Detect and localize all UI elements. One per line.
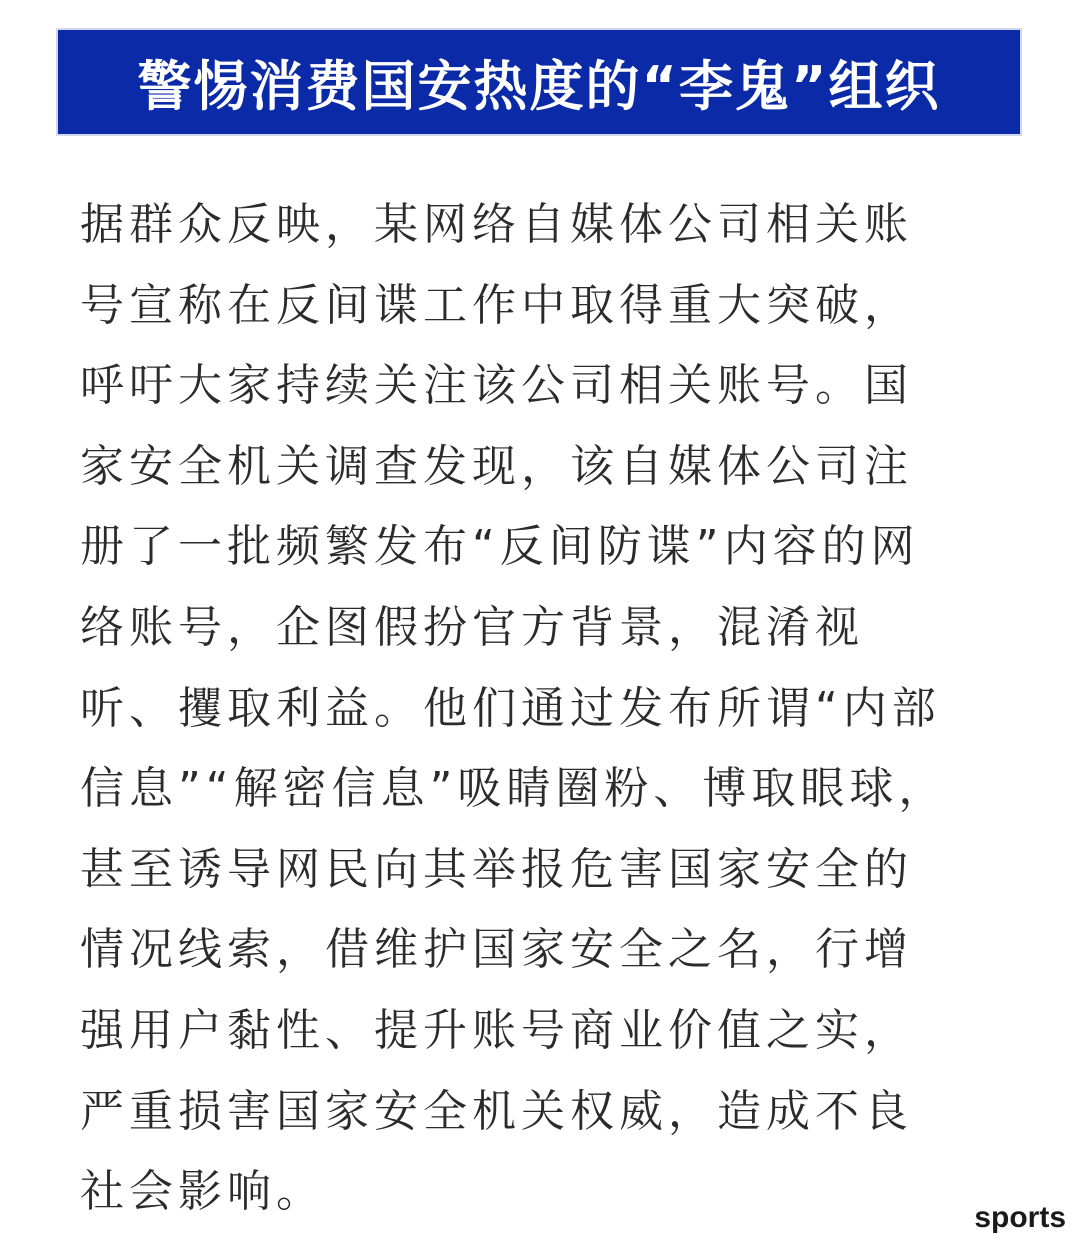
- article-line: 呼吁大家持续关注该公司相关账号。国: [80, 360, 913, 412]
- page-title: 警惕消费国安热度的“李鬼”组织: [137, 54, 941, 118]
- article-line: 社会影响。: [80, 1166, 325, 1218]
- article-line: 情况线索，借维护国家安全之名，行增: [80, 924, 913, 976]
- watermark: sports: [974, 1201, 1066, 1234]
- article-line: 号宣称在反间谍工作中取得重大突破，: [80, 279, 913, 331]
- title-banner: [56, 28, 1022, 136]
- article-line: 家安全机关调查发现，该自媒体公司注: [80, 440, 913, 492]
- article-line: 严重损害国家安全机关权威，造成不良: [80, 1085, 913, 1137]
- article-line: 强用户黏性、提升账号商业价值之实，: [80, 1004, 913, 1056]
- article-line: 甚至诱导网民向其举报危害国家安全的: [80, 843, 913, 895]
- article-line: 册了一批频繁发布“反间防谍”内容的网: [80, 521, 920, 573]
- article-line: 听、攫取利益。他们通过发布所谓“内部: [80, 682, 941, 734]
- article-line: 信息”“解密信息”吸睛圈粉、博取眼球，: [80, 763, 948, 815]
- article-line: 络账号，企图假扮官方背景，混淆视: [80, 601, 864, 653]
- article-body: [80, 185, 1010, 1233]
- article-line: 据群众反映，某网络自媒体公司相关账: [80, 199, 913, 250]
